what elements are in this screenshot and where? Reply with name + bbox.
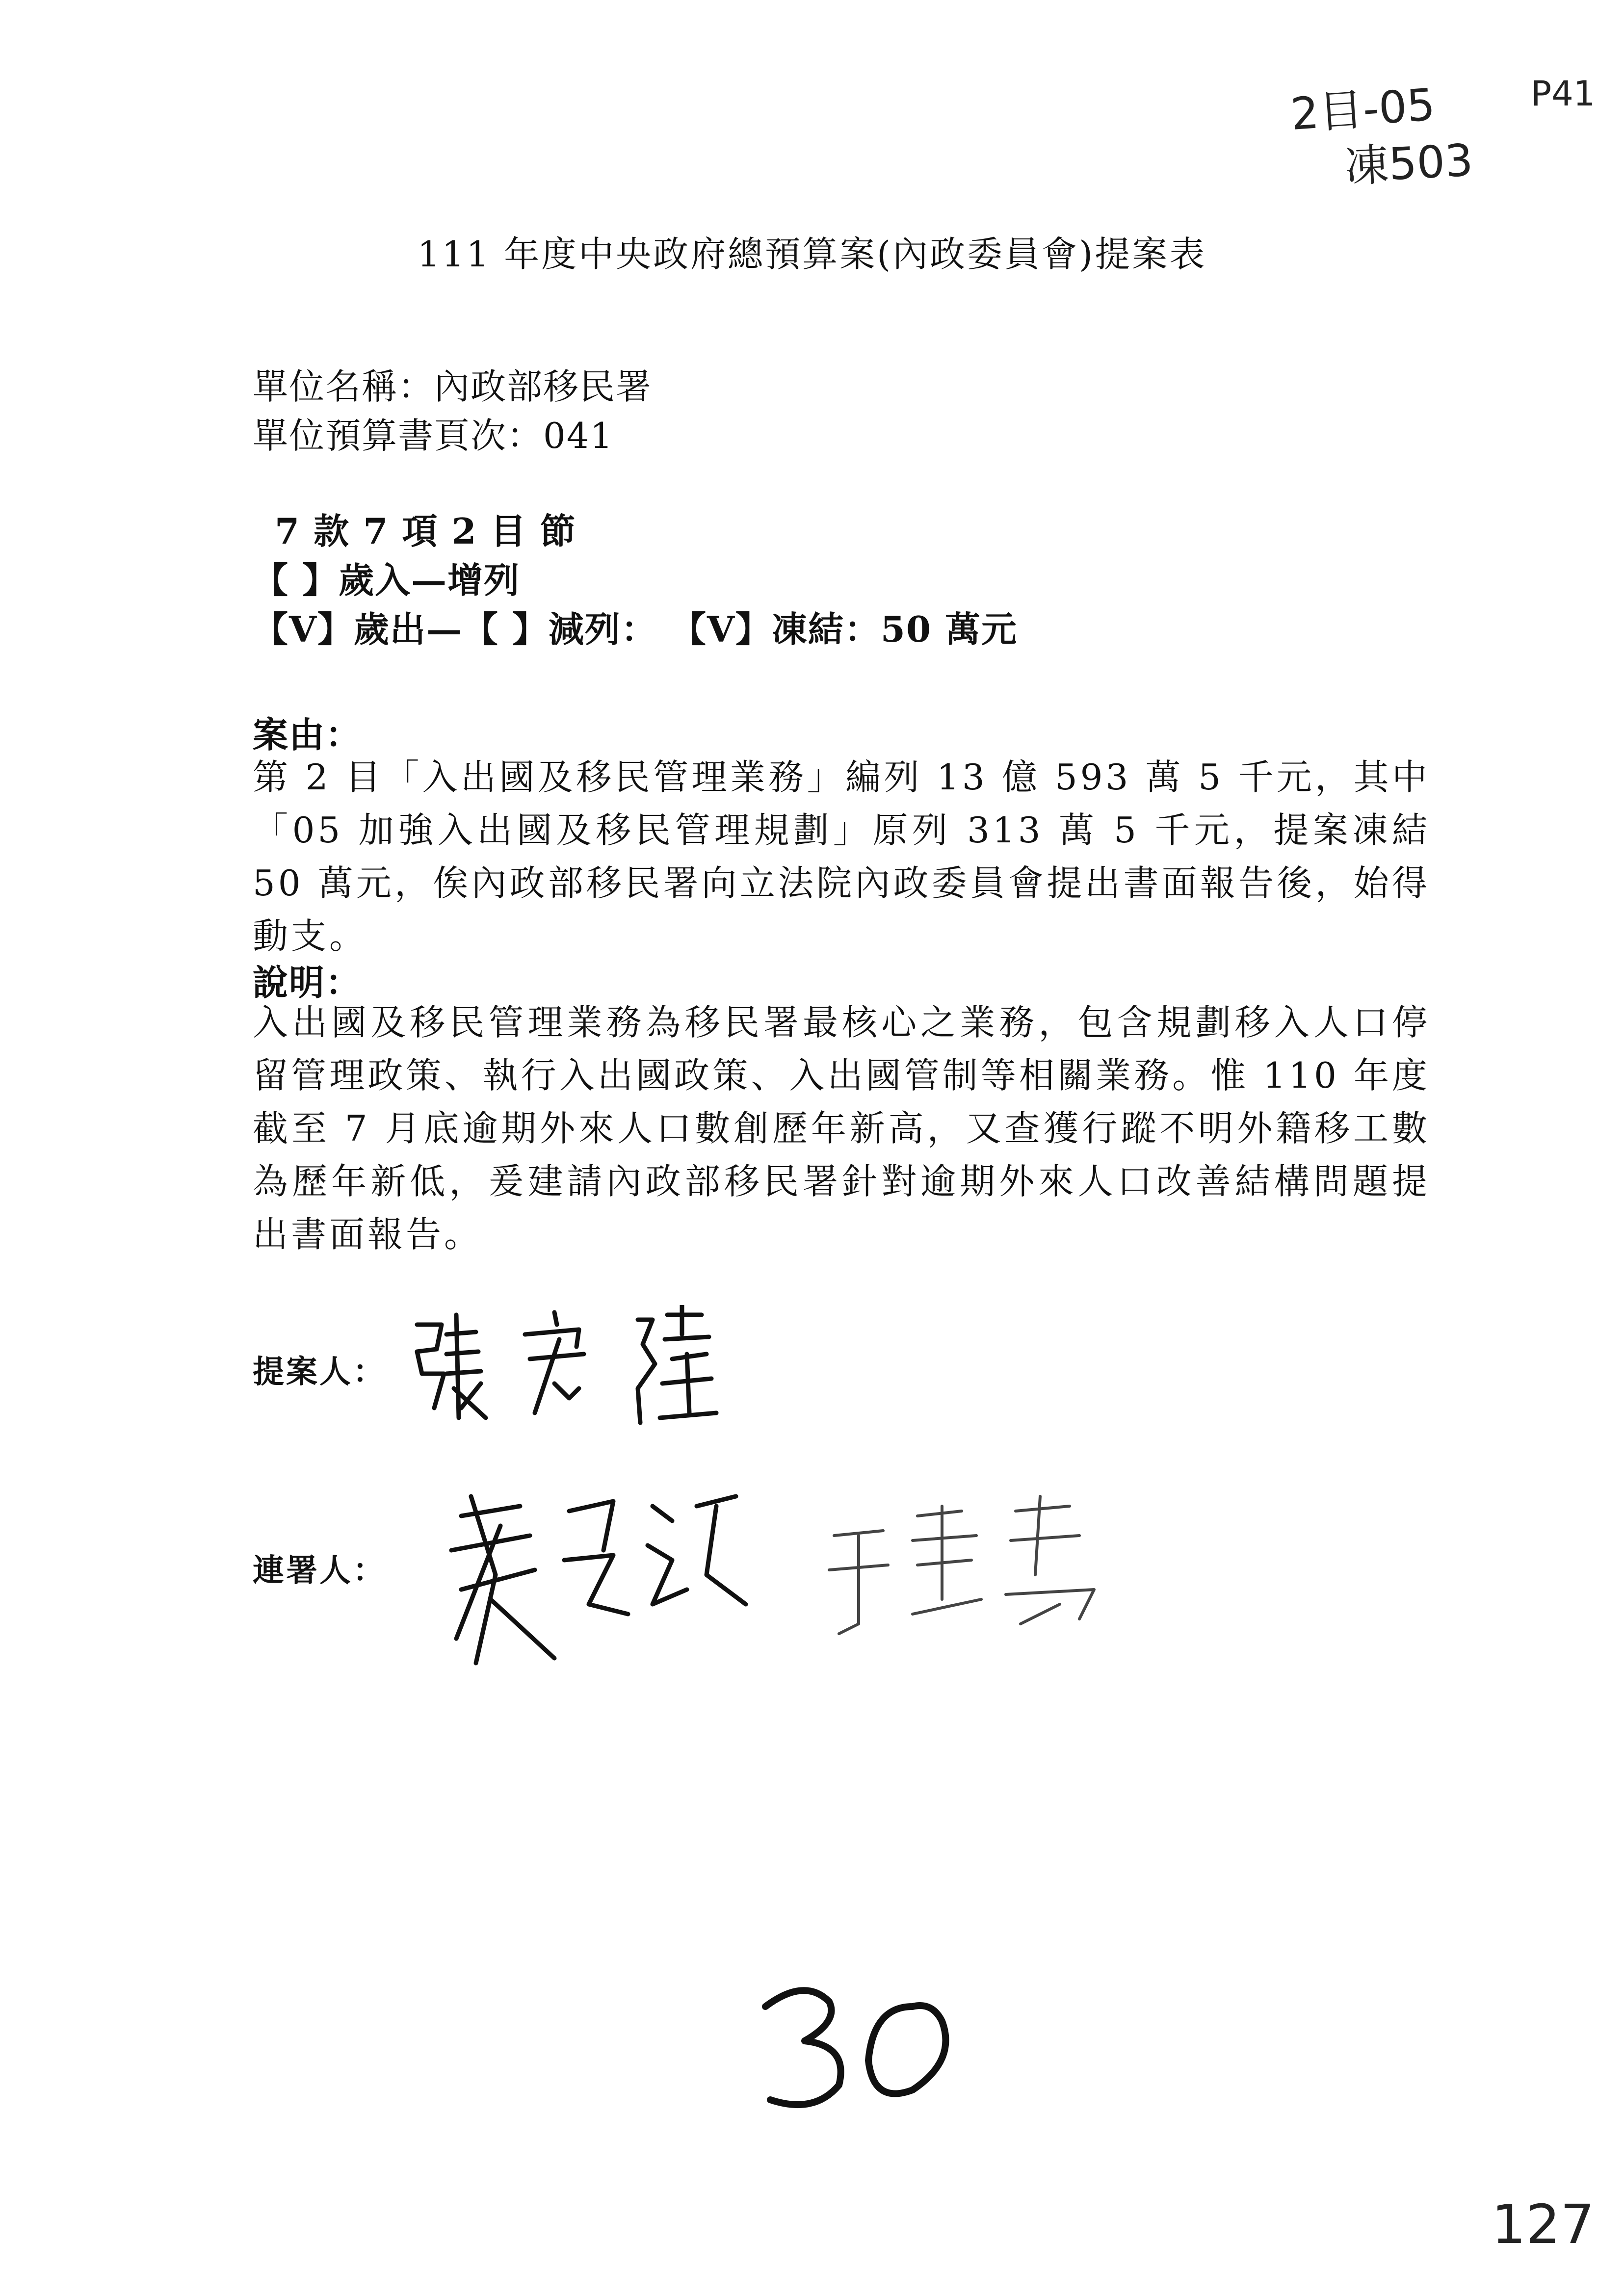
handwritten-corner-number: 127 xyxy=(1492,2193,1595,2256)
reason-heading: 案由： xyxy=(253,714,362,756)
explanation-text: 入出國及移民管理業務為移民署最核心之業務，包含規劃移入人口停留管理政策、執行入出國政策、入出國管制等相關業務。惟 110 年度截至 7 月底逾期外來人口數創歷年新高，又查獲行蹤不明外籍移工數為歷年新低，爰建請內政部移民署針對逾期外來人口改善結構問題提出書面報告。 xyxy=(253,1002,1430,1255)
handwritten-page-ref: P41 xyxy=(1531,74,1596,114)
budget-item-line: 7 款 7 項 2 目 節 xyxy=(275,510,576,552)
handwritten-page-number xyxy=(751,1977,967,2119)
cosigner-signatures xyxy=(442,1477,1153,1673)
unit-name: 單位名稱：內政部移民署 xyxy=(253,366,653,407)
proposer-label: 提案人： xyxy=(253,1354,386,1390)
budget-expense-line: 【V】歲出—【 】減列： 【V】凍結：50 萬元 xyxy=(253,608,1018,650)
handwritten-code: 2目-05 xyxy=(1289,78,1437,141)
proposer-signature xyxy=(407,1305,721,1433)
budget-revenue-line: 【 】歲入—增列 xyxy=(253,559,521,601)
reason-text: 第 2 目「入出國及移民管理業務」編列 13 億 593 萬 5 千元，其中「05 加強入出國及移民管理規劃」原列 313 萬 5 千元，提案凍結 50 萬元，俟內政部移民署向立法院內政委員會提出書面報告後，始得動支。 xyxy=(253,757,1430,957)
cosigner-label: 連署人： xyxy=(253,1552,386,1589)
explanation-heading: 說明： xyxy=(253,962,362,1003)
unit-budget-page: 單位預算書頁次：041 xyxy=(253,415,614,456)
document-title: 111 年度中央政府總預算案(內政委員會)提案表 xyxy=(417,234,1207,275)
handwritten-freeze-no: 凍503 xyxy=(1343,134,1474,193)
